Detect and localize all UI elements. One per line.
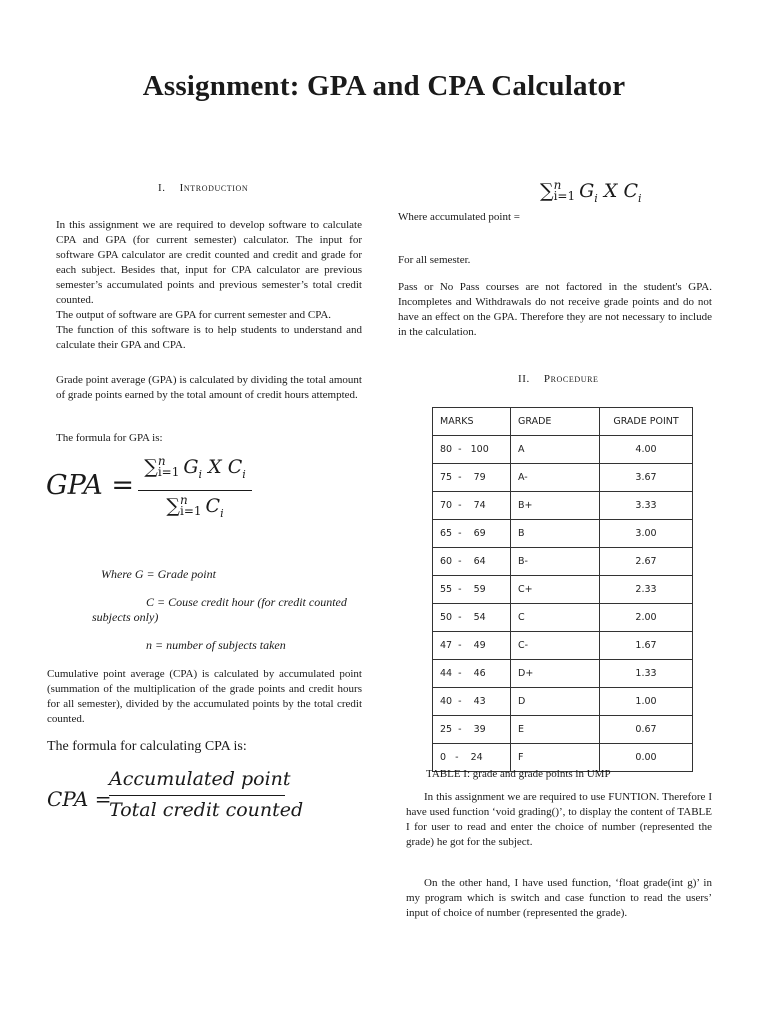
intro-paragraph: In this assignment we are required to develop software to calculate CPA and GPA (for current semester) calculator. The input for software GPA calculator are credit counted and credit and grade for each subject. Besides that, input for CPA calculator are previous semester’s accumulated points and previous semester’s total credit counted.: [56, 219, 362, 306]
gpa-definition: Grade point average (GPA) is calculated by dividing the total amount of grade points earned by the total amount of credit hours attempted.: [56, 374, 362, 401]
sum-lower: i=1: [553, 189, 576, 203]
table-header-row: [433, 408, 693, 436]
where-c: C = Couse credit hour (for credit counted subjects only): [92, 595, 347, 624]
table-row: [433, 464, 693, 492]
procedure-block-2: [406, 876, 712, 921]
cell-grade: B+: [511, 492, 600, 520]
cell-marks: 25 - 39: [433, 716, 511, 744]
table-row: [433, 492, 693, 520]
cell-marks: 80 - 100: [433, 436, 511, 464]
output-paragraph: The output of software are GPA for current semester and CPA.: [56, 309, 332, 321]
pass-paragraph: Pass or No Pass courses are not factored in the student's GPA. Incompletes and Withdrawals do not receive grade points and do not have an effect on the GPA. Therefore they are not necessary to include in the calculation.: [398, 281, 712, 338]
cell-marks: 50 - 54: [433, 604, 511, 632]
cell-grade-point: 2.67: [600, 548, 693, 576]
cell-marks: 60 - 64: [433, 548, 511, 576]
cell-grade-point: 4.00: [600, 436, 693, 464]
section-title: Procedure: [543, 373, 599, 385]
table-row: [433, 632, 693, 660]
cell-grade-point: 3.33: [600, 492, 693, 520]
sum-upper: n: [553, 178, 562, 192]
c-sub: i: [242, 467, 246, 481]
procedure-block-1: [406, 790, 712, 850]
cell-grade: A-: [511, 464, 600, 492]
cpa-formula-lhs: CPA =: [47, 787, 112, 811]
cell-marks: 0 - 24: [433, 744, 511, 772]
gpa-formula-fraction: [138, 456, 252, 520]
cell-grade-point: 3.00: [600, 520, 693, 548]
cell-marks: 65 - 69: [433, 520, 511, 548]
cell-grade: B: [511, 520, 600, 548]
cell-grade: C: [511, 604, 600, 632]
sum-lower: i=1: [179, 504, 202, 518]
cell-grade-point: 3.67: [600, 464, 693, 492]
function-paragraph: The function of this software is to help students to understand and calculate their GPA and CPA.: [56, 324, 362, 351]
c-sub: i: [220, 506, 224, 520]
procedure-paragraph-1: In this assignment we are required to use FUNTION. Therefore I have used function ‘void grading()’, to display the content of TABLE I for user to read and enter the choice of number (represented the grade) he got for the subject.: [406, 791, 712, 848]
column-header-marks: MARKS: [433, 408, 511, 436]
cpa-formula-fraction: [109, 768, 304, 821]
sum-upper: n: [179, 493, 188, 507]
cell-grade-point: 0.00: [600, 744, 693, 772]
sum-symbol: ∑: [166, 495, 180, 517]
sum-upper: n: [157, 454, 166, 468]
accumulated-formula: [540, 180, 642, 205]
section-title: Introduction: [179, 182, 249, 194]
cell-marks: 75 - 79: [433, 464, 511, 492]
gpa-formula-intro: The formula for GPA is:: [56, 432, 163, 444]
section-number: II.: [518, 373, 530, 385]
section-heading-introduction: [158, 182, 248, 194]
c-sub: i: [638, 191, 642, 205]
cpa-definition: Cumulative point average (CPA) is calculated by accumulated point (summation of the multiplication of the grade points and credit hours for all semester), divided by the accumulated points by the total credit counted.: [47, 668, 362, 725]
sum-symbol: ∑: [144, 456, 158, 478]
sum-lower: i=1: [157, 465, 180, 479]
table-row: [433, 716, 693, 744]
intro-block: [56, 218, 362, 353]
cell-grade-point: 1.67: [600, 632, 693, 660]
cpa-formula-intro: The formula for calculating CPA is:: [47, 739, 247, 754]
procedure-paragraph-2: On the other hand, I have used function, ‘float grade(int g)’ in my program which is switch and case function to read the users’ input of choice of number (represented the grade).: [406, 877, 712, 919]
page-title: Assignment: GPA and CPA Calculator: [142, 70, 626, 102]
cell-grade-point: 1.00: [600, 688, 693, 716]
table-row: [433, 548, 693, 576]
cell-grade: B-: [511, 548, 600, 576]
cell-marks: 44 - 46: [433, 660, 511, 688]
cell-grade-point: 2.33: [600, 576, 693, 604]
cell-grade-point: 2.00: [600, 604, 693, 632]
column-header-grade-point: GRADE POINT: [600, 408, 693, 436]
g-sub: i: [198, 467, 203, 481]
c-symbol: C: [623, 180, 638, 202]
gpa-formula-lhs: GPA =: [46, 470, 134, 501]
cell-grade: C-: [511, 632, 600, 660]
gpa-numerator: [138, 456, 252, 490]
cpa-definition-block: [47, 667, 362, 727]
cell-marks: 40 - 43: [433, 688, 511, 716]
gpa-definition-block: [56, 373, 362, 403]
accumulated-label: Where accumulated point =: [398, 211, 520, 223]
where-n: n = number of subjects taken: [146, 638, 286, 652]
section-number: I.: [158, 182, 166, 194]
c-symbol: C: [205, 495, 221, 517]
table-row: [433, 576, 693, 604]
gpa-denominator: [138, 491, 252, 520]
where-g: Where G = Grade point: [101, 567, 216, 581]
x-symbol: X: [603, 180, 618, 202]
table-row: [433, 660, 693, 688]
c-symbol: C: [227, 456, 243, 478]
cell-grade: D+: [511, 660, 600, 688]
cpa-denominator: Total credit counted: [109, 799, 304, 821]
table-row: [433, 604, 693, 632]
cell-grade-point: 0.67: [600, 716, 693, 744]
cell-grade: A: [511, 436, 600, 464]
cell-marks: 55 - 59: [433, 576, 511, 604]
cpa-numerator: Accumulated point: [109, 768, 291, 790]
grade-table: [432, 407, 693, 772]
pass-block: [398, 280, 712, 340]
cell-grade: F: [511, 744, 600, 772]
table-row: [433, 688, 693, 716]
cell-grade: D: [511, 688, 600, 716]
cell-grade-point: 1.33: [600, 660, 693, 688]
grade-table-wrap: [432, 407, 693, 772]
section-heading-procedure: [518, 373, 599, 385]
column-header-grade: GRADE: [511, 408, 600, 436]
g-sub: i: [594, 191, 598, 205]
cell-grade: C+: [511, 576, 600, 604]
table-caption: TABLE I: grade and grade points in UMP: [426, 768, 611, 780]
all-semester: For all semester.: [398, 254, 471, 266]
g-symbol: G: [579, 180, 595, 202]
x-symbol: X: [208, 456, 222, 478]
cell-marks: 70 - 74: [433, 492, 511, 520]
sum-symbol: ∑: [540, 180, 554, 202]
cell-marks: 47 - 49: [433, 632, 511, 660]
table-row: [433, 520, 693, 548]
table-row: [433, 436, 693, 464]
g-symbol: G: [183, 456, 199, 478]
cell-grade: E: [511, 716, 600, 744]
